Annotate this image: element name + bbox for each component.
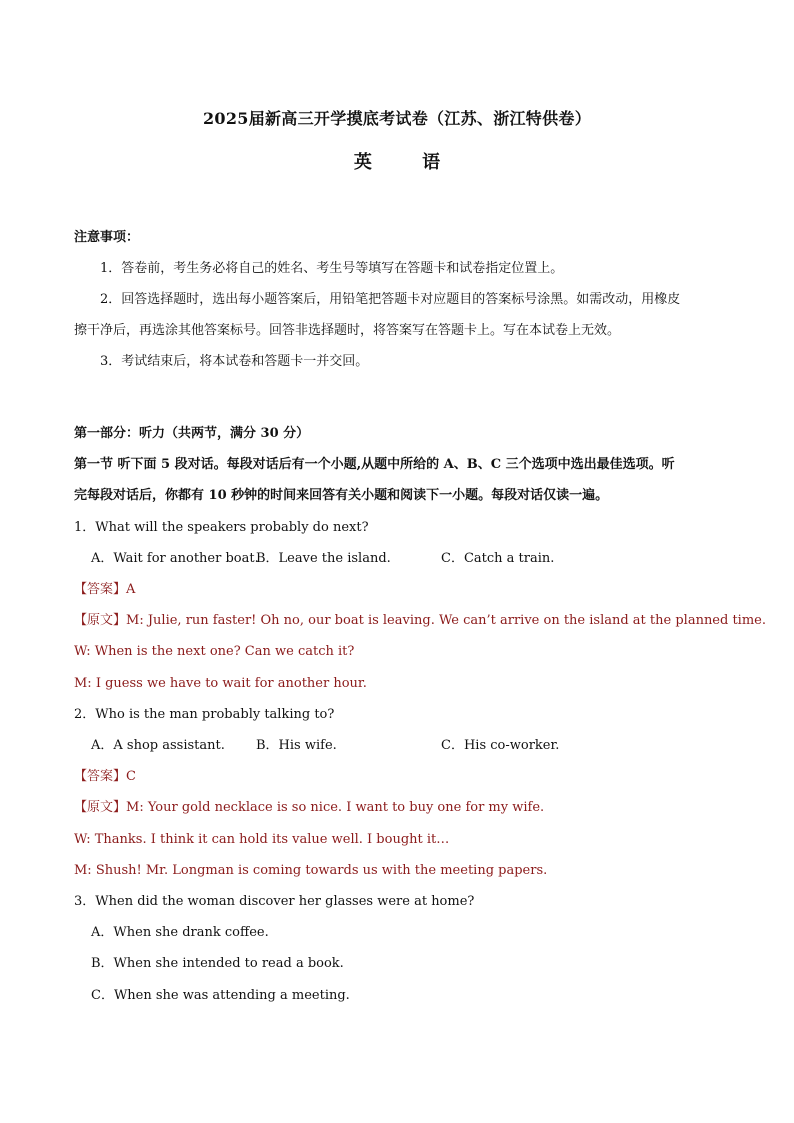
part1-heading: 第一部分：听力（共两节，满分 30 分） [74, 426, 310, 441]
notice-item-1: 1．答卷前，考生务必将自己的姓名、考生号等填写在答题卡和试卷指定位置上。 [100, 261, 564, 276]
question-1-options [91, 550, 554, 568]
answer-label: 【答案】 [74, 582, 127, 597]
question-2-option-b: B．His wife. [256, 738, 337, 753]
question-2-stem: 2．Who is the man probably talking to? [74, 707, 335, 722]
notice-heading: 注意事项： [74, 230, 140, 245]
exam-subject: 英 语 [353, 152, 441, 173]
question-1-transcript-line-3: M: I guess we have to wait for another hour. [74, 676, 367, 691]
question-1-answer-value: A [126, 582, 136, 597]
question-1-transcript-line-1 [74, 612, 766, 630]
question-1-option-a: A．Wait for another boat. [91, 551, 259, 566]
section1-instruction-line-2: 完每段对话后，你都有 10 秒钟的时间来回答有关小题和阅读下一小题。每段对话仅读一遍。 [74, 488, 609, 503]
question-2-options [91, 737, 559, 755]
question-2-transcript-line-3: M: Shush! Mr. Longman is coming towards us with the meeting papers. [74, 863, 548, 878]
original-label: 【原文】 [74, 800, 127, 815]
question-1-transcript-line-2: W: When is the next one? Can we catch it? [74, 644, 355, 659]
question-3-stem: 3．When did the woman discover her glasses were at home? [74, 894, 475, 909]
question-2-option-c: C．His co-worker. [441, 738, 560, 753]
question-1-option-c: C．Catch a train. [441, 551, 555, 566]
question-2-transcript-text-1: M: Your gold necklace is so nice. I want to buy one for my wife. [126, 800, 545, 815]
question-2-answer [74, 768, 136, 786]
question-3-option-b: B．When she intended to read a book. [91, 956, 344, 971]
question-2-answer-value: C [126, 769, 136, 784]
question-2-transcript-line-1 [74, 799, 544, 817]
notice-item-2-line-2: 擦干净后，再选涂其他答案标号。回答非选择题时，将答案写在答题卡上。写在本试卷上无效。 [74, 323, 621, 338]
question-3-option-c: C．When she was attending a meeting. [91, 988, 350, 1003]
question-2-option-a: A．A shop assistant. [91, 738, 225, 753]
exam-title: 2025届新高三开学摸底考试卷（江苏、浙江特供卷） [202, 109, 592, 128]
question-1-transcript-text-1: M: Julie, run faster! Oh no, our boat is leaving. We can’t arrive on the island at the planned time. [126, 613, 766, 628]
notice-item-3: 3．考试结束后，将本试卷和答题卡一并交回。 [100, 354, 369, 369]
answer-label: 【答案】 [74, 769, 127, 784]
question-1-answer [74, 581, 135, 599]
question-3-option-a: A．When she drank coffee. [91, 925, 269, 940]
question-1-option-b: B．Leave the island. [256, 551, 391, 566]
question-2-transcript-line-2: W: Thanks. I think it can hold its value well. I bought it… [74, 832, 450, 847]
section1-instruction-line-1: 第一节 听下面 5 段对话。每段对话后有一个小题,从题中所给的 A、B、C 三个选项中选出最佳选项。听 [74, 457, 675, 472]
question-1-stem: 1．What will the speakers probably do next? [74, 520, 369, 535]
original-label: 【原文】 [74, 613, 127, 628]
notice-item-2-line-1: 2．回答选择题时，选出每小题答案后，用铅笔把答题卡对应题目的答案标号涂黑。如需改动，用橡皮 [100, 292, 681, 307]
